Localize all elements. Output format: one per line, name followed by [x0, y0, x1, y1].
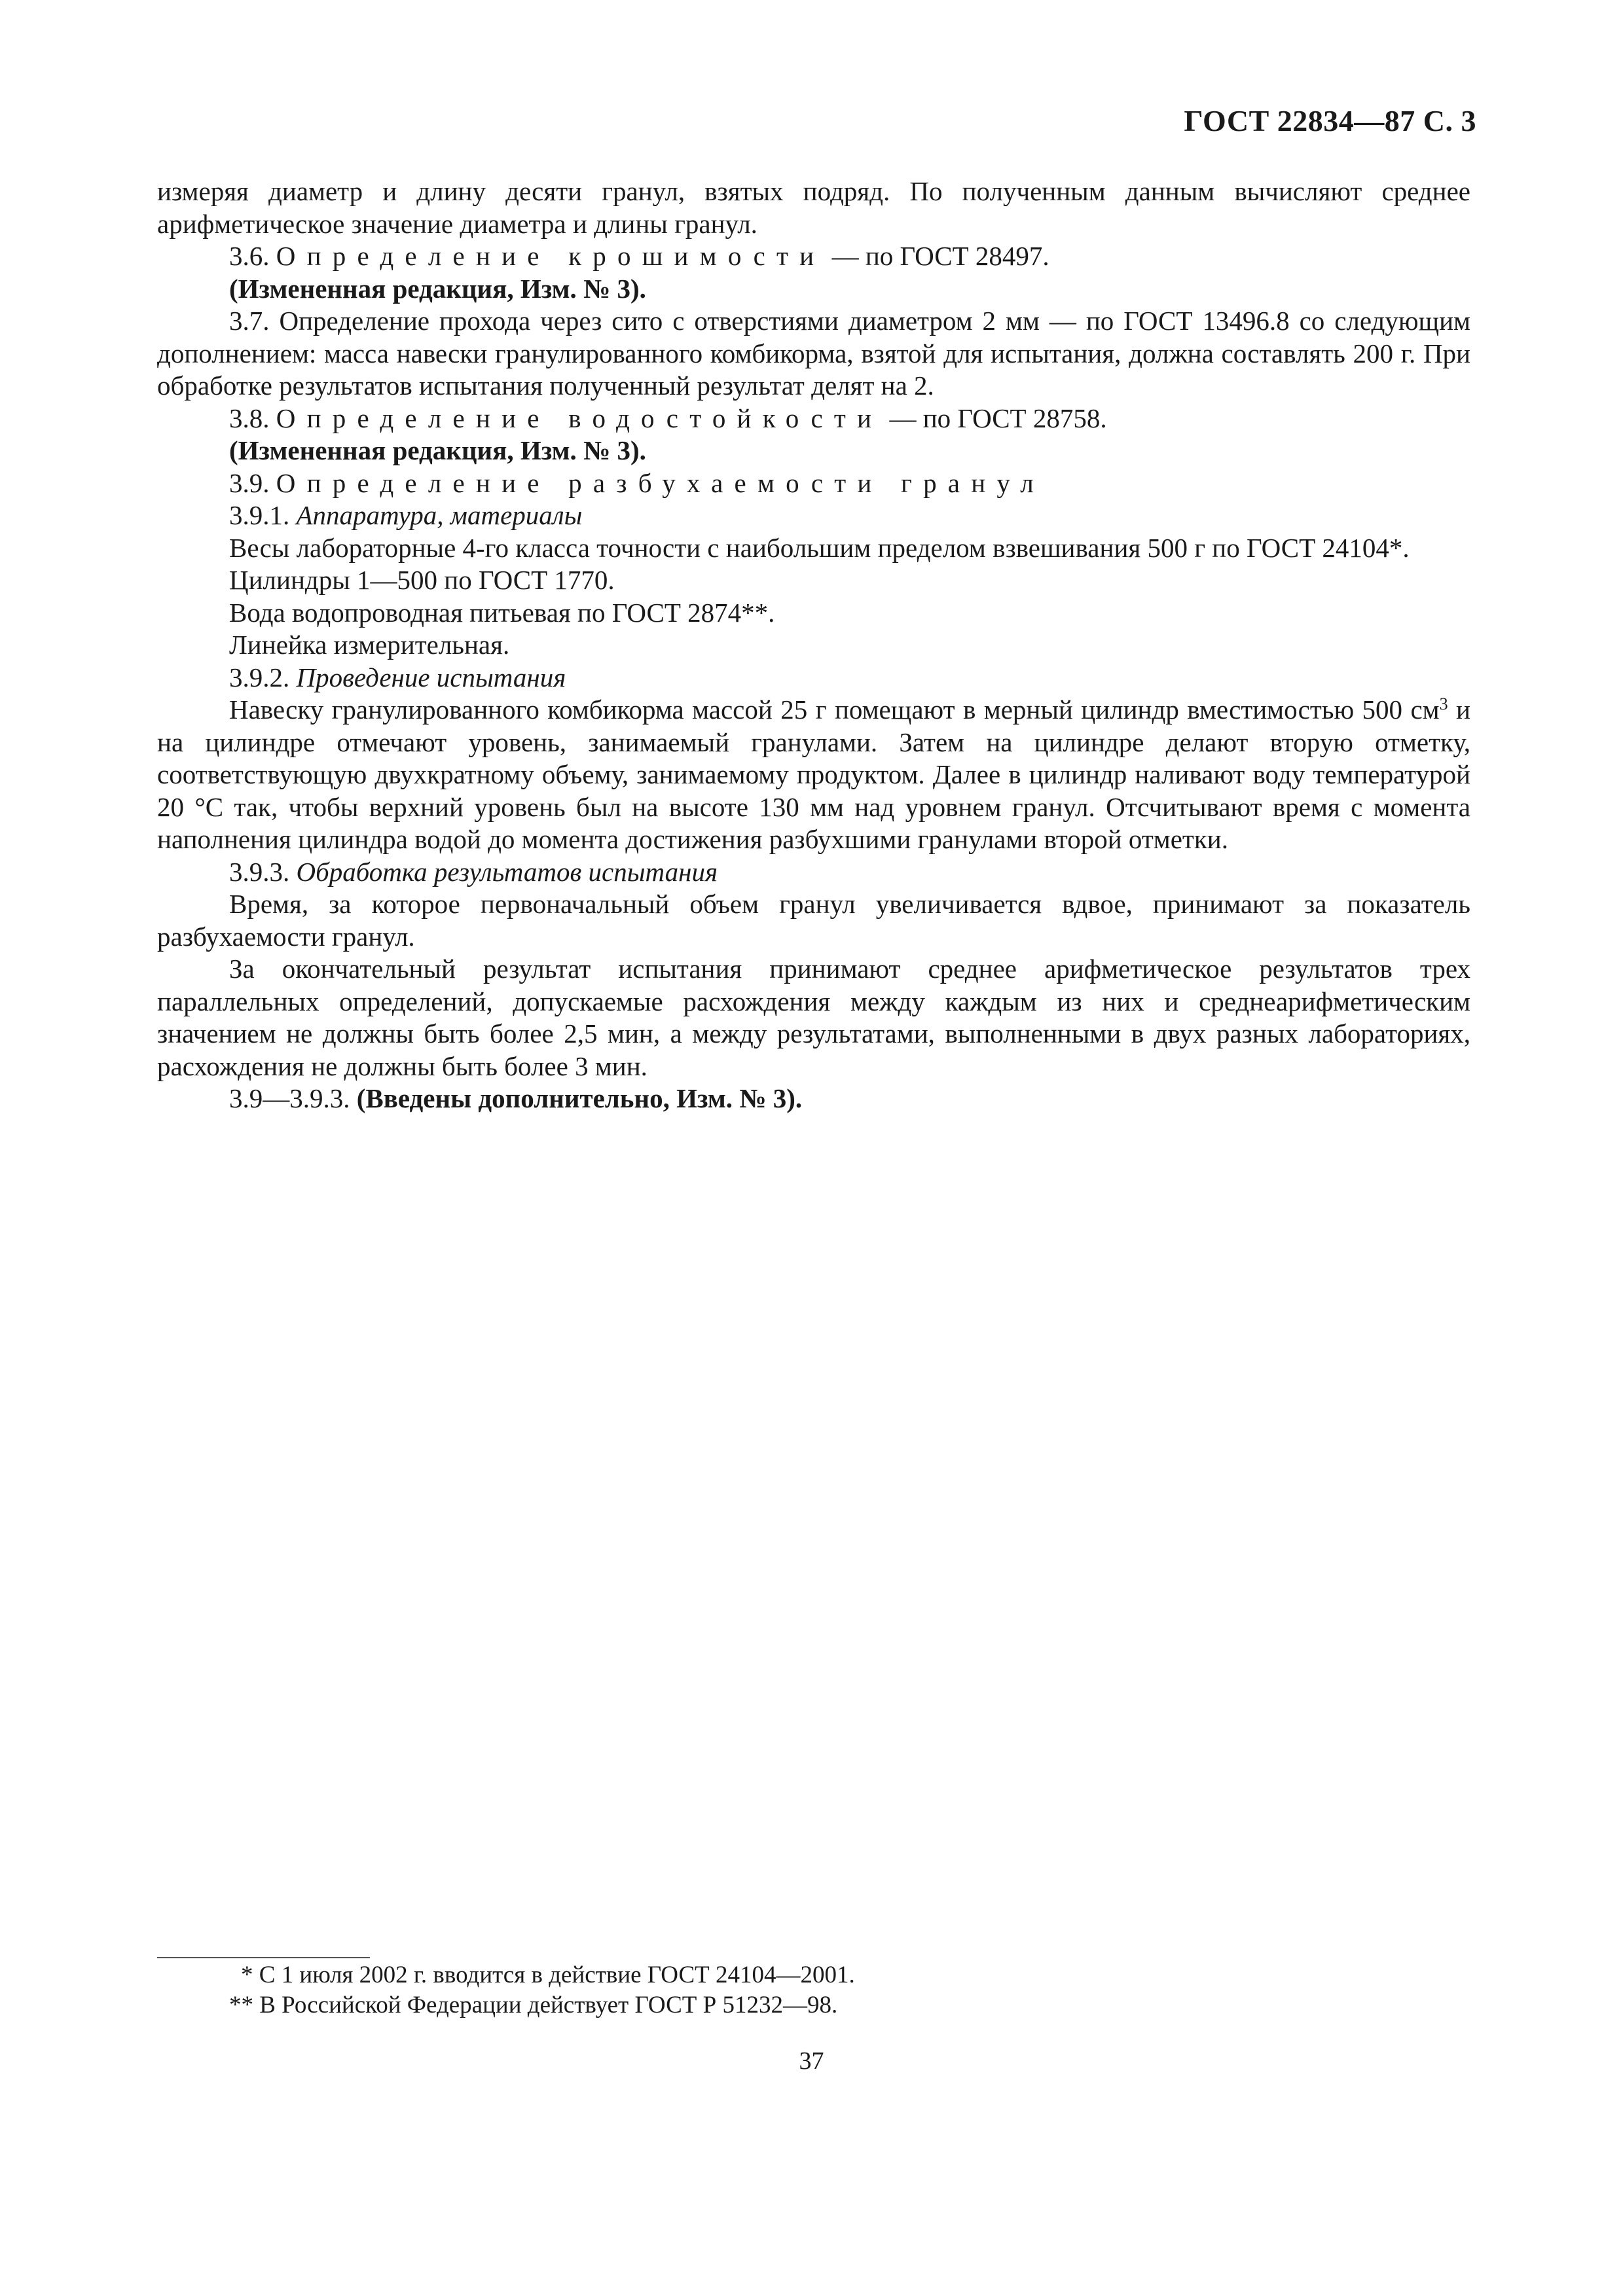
section-3-7: 3.7. Определение прохода через сито с отверстиями диаметром 2 мм — по ГОСТ 13496.8 со следующим дополнением: масса навески гранулированного комбикорма, взятой для испытания, должна составлять 200 г. При обработке результатов испытания полученный результат делят на 2. [157, 306, 1470, 401]
amendment-note: (Введены дополнительно, Изм. № 3). [356, 1083, 803, 1113]
subsection-title: Обработка результатов испытания [296, 856, 718, 887]
section-number: 3.9.1. [229, 500, 290, 530]
footnotes [229, 1960, 1408, 2020]
section-number: 3.9—3.9.3. [229, 1083, 350, 1113]
amendment-note: (Измененная редакция, Изм. № 3). [229, 273, 646, 304]
section-3-8 [157, 403, 1470, 435]
equipment-item: Вода водопроводная питьевая по ГОСТ 2874**. [229, 597, 775, 628]
equipment-item: Цилиндры 1—500 по ГОСТ 1770. [229, 565, 615, 595]
section-title-spaced: Определение разбухаемости гранул [276, 467, 1045, 498]
amendment-note: (Измененная редакция, Изм. № 3). [229, 435, 646, 465]
subsection-title: Проведение испытания [296, 662, 566, 692]
section-title-spaced: Определение водостойкости [276, 403, 883, 433]
result-paragraph: За окончательный результат испытания принимают среднее арифметическое результатов трех параллельных определений, допускаемые расхождения между каждым из них и среднеарифметическим значением не должны быть более 2,5 мин, а между результатами, выполненными в двух разных лабораториях, расхождения не должны быть более 3 мин. [157, 954, 1470, 1081]
footnote-separator [157, 1957, 370, 1958]
page-header: ГОСТ 22834—87 С. 3 [1184, 104, 1476, 137]
superscript: 3 [1439, 694, 1448, 713]
section-3-6 [157, 240, 1470, 273]
paragraph-3-5-continuation: измеряя диаметр и длину десяти гранул, взятых подряд. По полученным данным вычисляют среднее арифметическое значение диаметра и длины гранул. [157, 176, 1470, 239]
section-title-spaced: Определение крошимости [276, 241, 826, 271]
section-text: — по ГОСТ 28497. [825, 241, 1049, 271]
equipment-item: Весы лабораторные 4-го класса точности с наибольшим пределом взвешивания 500 г по ГОСТ 24104*. [229, 532, 1410, 563]
footnote: * С 1 июля 2002 г. вводится в действие ГОСТ 24104—2001. [241, 1962, 855, 1988]
section-number: 3.9.3. [229, 856, 290, 887]
section-number: 3.9. [229, 467, 270, 498]
final-note [157, 1083, 1470, 1115]
subsection-3-9-1 [157, 499, 1470, 532]
result-paragraph: Время, за которое первоначальный объем гранул увеличивается вдвое, принимают за показатель разбухаемости гранул. [157, 889, 1470, 952]
footnote: ** В Российской Федерации действует ГОСТ Р 51232—98. [229, 1992, 838, 2018]
subsection-3-9-2 [157, 662, 1470, 694]
section-number: 3.8. [229, 403, 270, 433]
section-number: 3.6. [229, 241, 270, 271]
subsection-title: Аппаратура, материалы [296, 500, 583, 530]
document-body [157, 175, 1470, 1115]
equipment-item: Линейка измерительная. [229, 630, 510, 660]
section-number: 3.9.2. [229, 662, 290, 692]
test-procedure: Навеску гранулированного комбикорма массой 25 г помещают в мерный цилиндр вместимостью 500 $см^3$ и на цилиндре отмечают уровень, занимаемый гранулами. Затем на цилиндре делают вторую отметку, соответствующую двухкратному объему, занимаемому продуктом. Далее в цилиндр наливают воду температурой 20 °С так, чтобы верхний уровень был на высоте 130 мм над уровнем гранул. Отсчитывают время с момента наполнения цилиндра водой до момента достижения разбухшими гранулами второй отметки. [157, 694, 1470, 854]
section-3-9 [157, 467, 1470, 500]
subsection-3-9-3 [157, 856, 1470, 889]
section-text: — по ГОСТ 28758. [883, 403, 1107, 433]
page-number: 37 [799, 2047, 824, 2075]
